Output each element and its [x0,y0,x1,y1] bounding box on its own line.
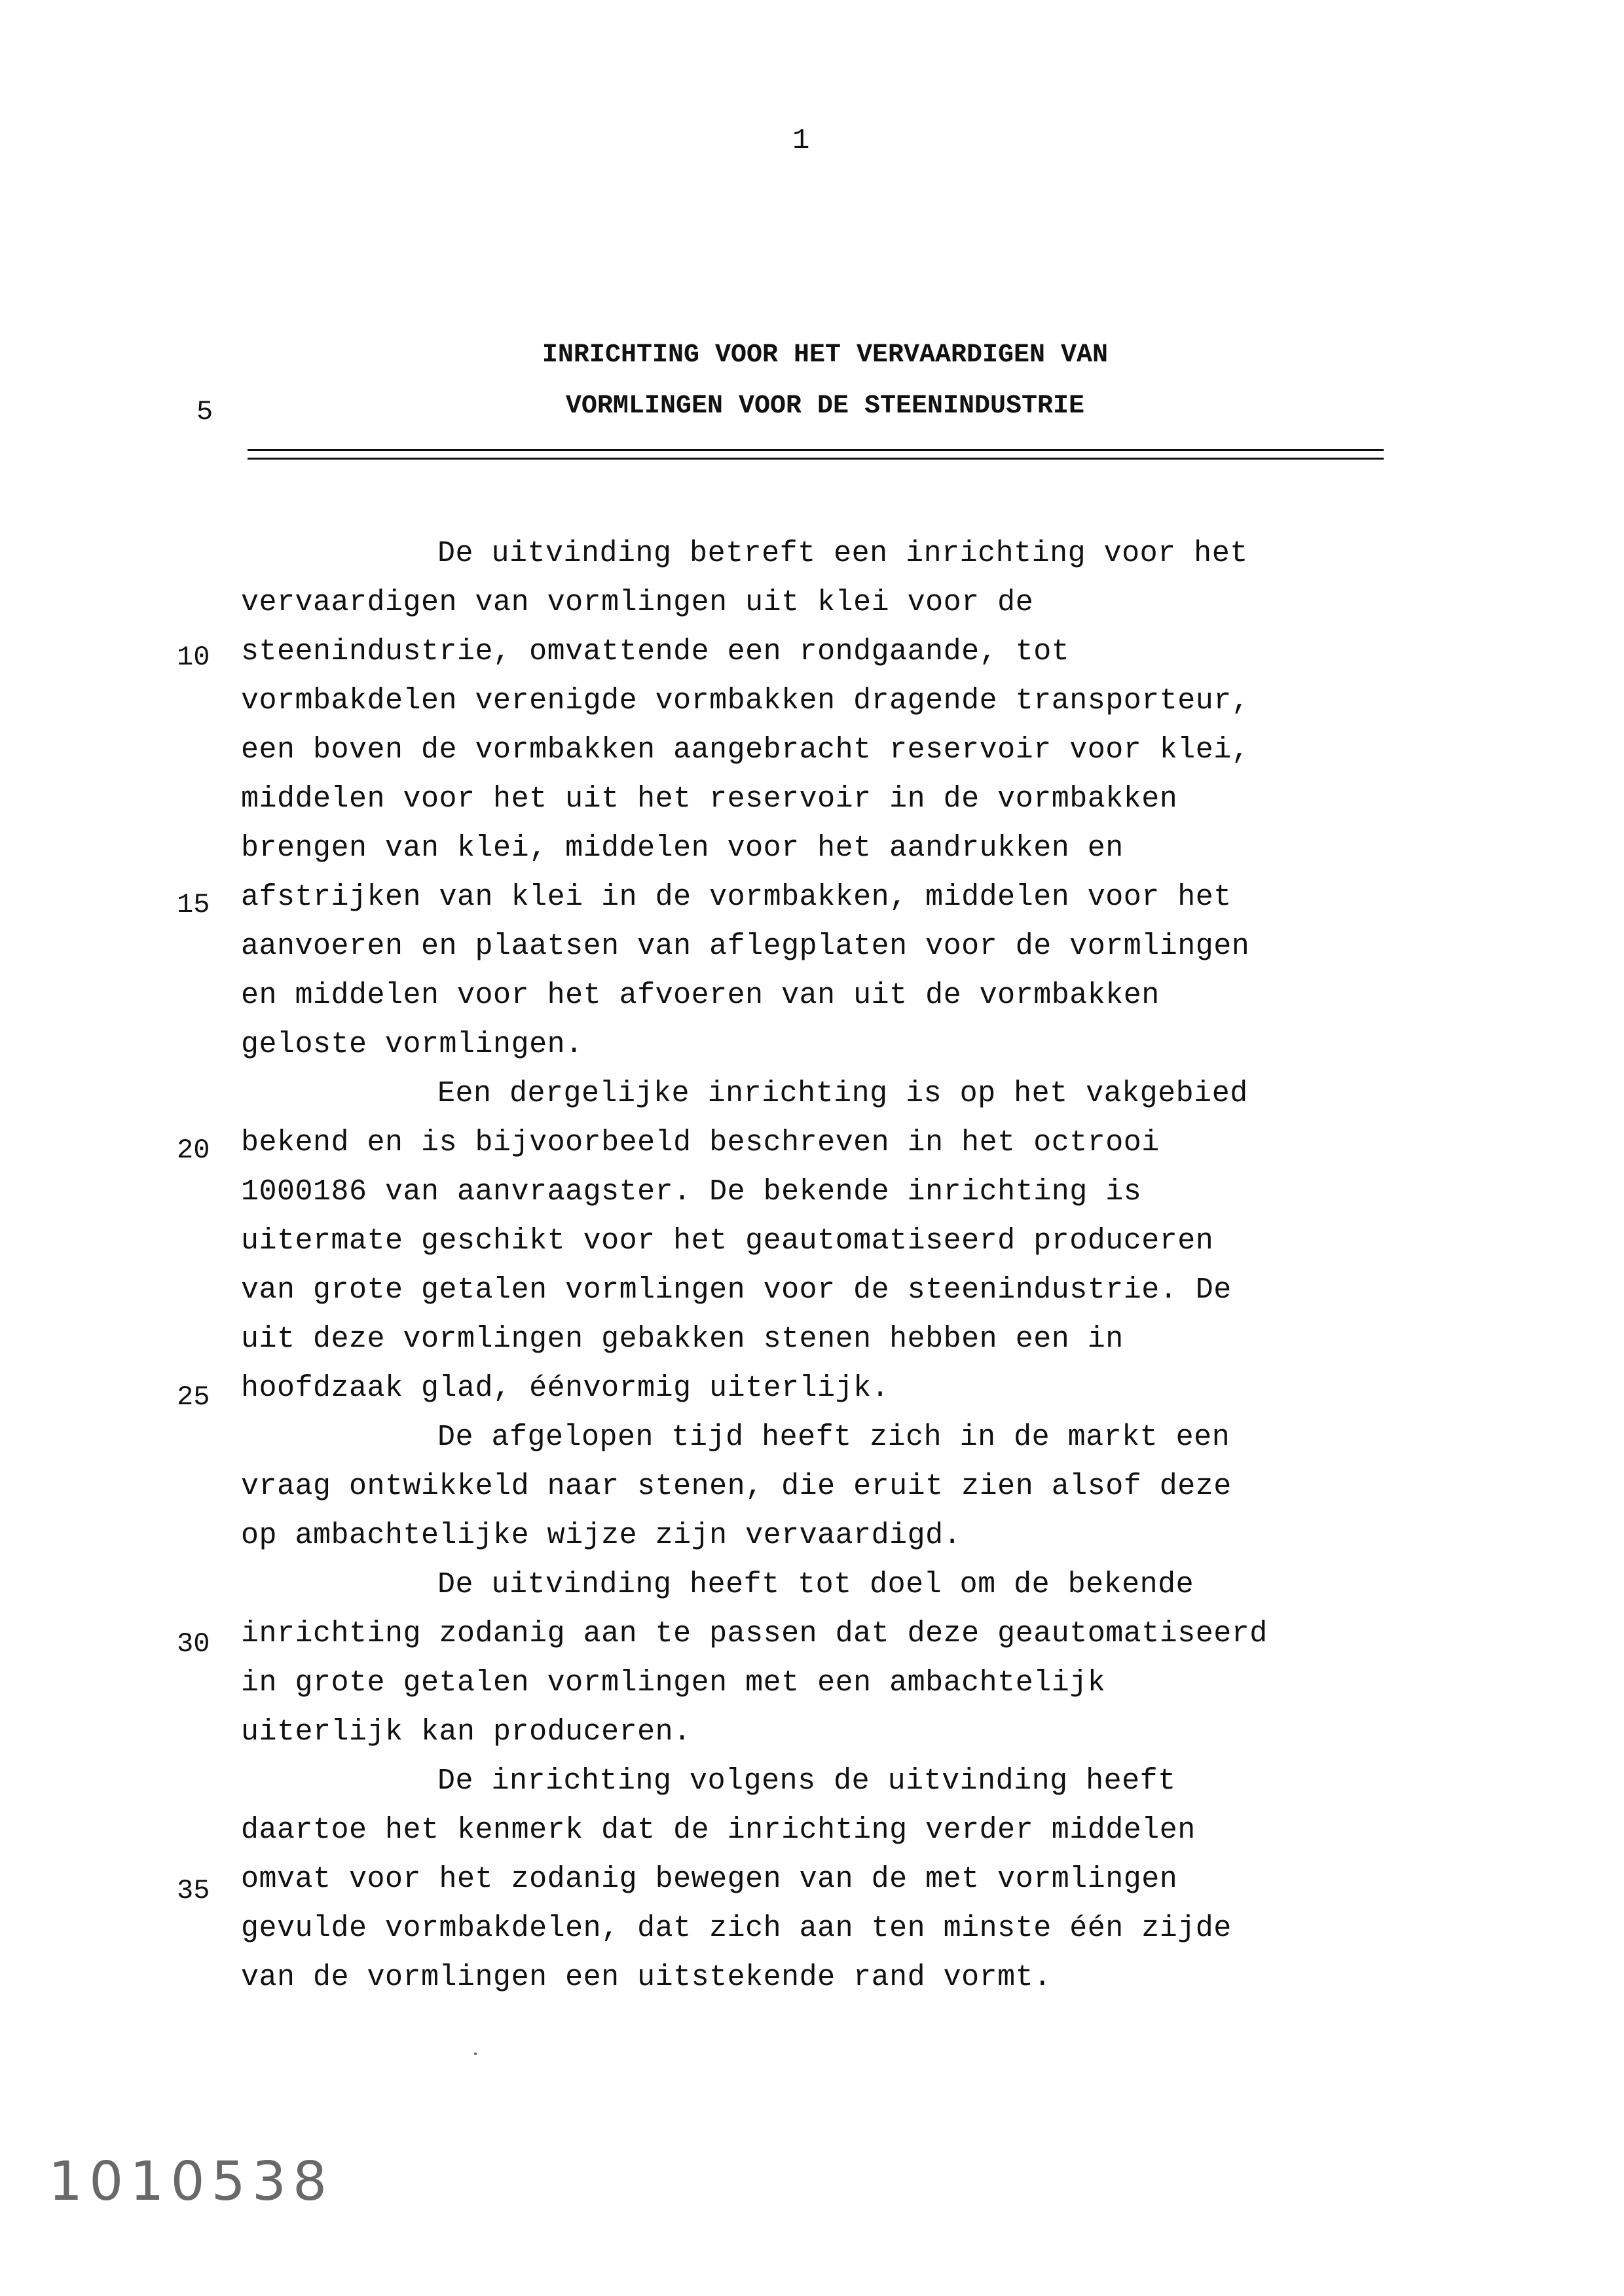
line-number-35: 35 [177,1875,210,1906]
title-line-1: INRICHTING VOOR HET VERVAARDIGEN VAN [542,340,1109,370]
page-number: 1 [792,124,810,157]
body-line-10: en middelen voor het afvoeren van uit de vormbakken [241,979,1160,1012]
body-line-21: op ambachtelijke wijze zijn vervaardigd. [241,1519,962,1552]
body-line-19: De afgelopen tijd heeft zich in de markt een [437,1421,1230,1454]
body-line-30: van de vormlingen een uitstekende rand vormt. [241,1961,1052,1994]
body-line-26: De inrichting volgens de uitvinding heeft [437,1764,1176,1798]
body-line-15: uitermate geschikt voor het geautomatiseerd produceren [241,1224,1214,1258]
body-line-12: Een dergelijke inrichting is op het vakgebied [437,1077,1248,1110]
body-line-24: in grote getalen vormlingen met een ambachtelijk [241,1666,1106,1700]
body-line-23: inrichting zodanig aan te passen dat deze geautomatiseerd [241,1617,1268,1650]
body-line-27: daartoe het kenmerk dat de inrichting verder middelen [241,1813,1196,1847]
body-line-3: steenindustrie, omvattende een rondgaande, tot [241,635,1070,668]
title-rule-bottom [248,458,1384,460]
body-line-6: middelen voor het uit het reservoir in de vormbakken [241,782,1178,816]
scan-speck [474,2052,477,2055]
application-number-stamp: 1010538 [48,2151,334,2213]
body-line-29: gevulde vormbakdelen, dat zich aan ten minste één zijde [241,1912,1232,1945]
line-number-10: 10 [177,642,210,673]
body-line-25: uiterlijk kan produceren. [241,1715,692,1749]
line-number-5: 5 [196,396,213,428]
body-line-13: bekend en is bijvoorbeeld beschreven in het octrooi [241,1126,1160,1159]
body-line-14: 1000186 van aanvraagster. De bekende inrichting is [241,1175,1142,1209]
line-number-30: 30 [177,1628,210,1660]
body-line-7: brengen van klei, middelen voor het aandrukken en [241,831,1124,865]
body-line-28: omvat voor het zodanig bewegen van de met vormlingen [241,1863,1178,1896]
body-line-22: De uitvinding heeft tot doel om de bekende [437,1568,1194,1601]
body-line-9: aanvoeren en plaatsen van aflegplaten voor de vormlingen [241,930,1250,963]
line-number-25: 25 [177,1381,210,1413]
body-line-11: geloste vormlingen. [241,1028,583,1061]
body-line-8: afstrijken van klei in de vormbakken, middelen voor het [241,881,1232,914]
body-line-20: vraag ontwikkeld naar stenen, die eruit zien alsof deze [241,1470,1232,1503]
body-line-18: hoofdzaak glad, éénvormig uiterlijk. [241,1372,890,1405]
body-line-4: vormbakdelen verenigde vormbakken dragende transporteur, [241,684,1250,718]
body-line-16: van grote getalen vormlingen voor de steenindustrie. De [241,1273,1232,1307]
title-rule-top [248,449,1384,451]
body-line-1: De uitvinding betreft een inrichting voor het [437,537,1248,570]
body-line-2: vervaardigen van vormlingen uit klei voor de [241,586,1034,619]
body-line-17: uit deze vormlingen gebakken stenen hebben een in [241,1322,1124,1356]
line-number-15: 15 [177,889,210,920]
title-line-2: VORMLINGEN VOOR DE STEENINDUSTRIE [565,392,1085,421]
body-line-5: een boven de vormbakken aangebracht reservoir voor klei, [241,733,1250,767]
line-number-20: 20 [177,1135,210,1166]
